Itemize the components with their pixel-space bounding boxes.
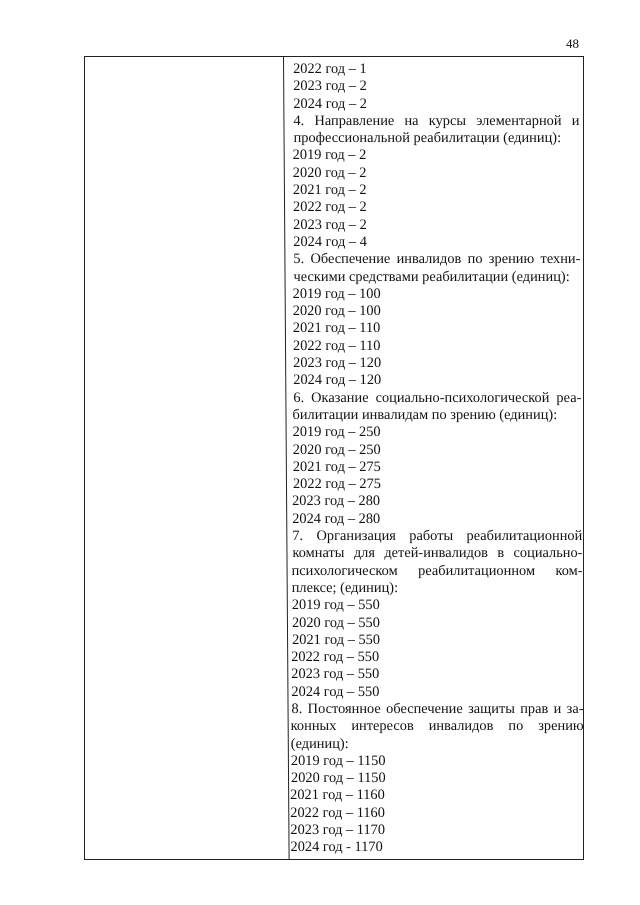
text-line: 2022 год – 1160	[290, 804, 385, 821]
text-line: 2021 год – 275	[292, 458, 381, 475]
text-line: 2023 год – 2	[293, 216, 367, 233]
table-right-cell	[282, 61, 588, 857]
text-line: конных интересов инвалидов по зрению	[290, 718, 584, 735]
text-line: 7. Организация работы реабилитационной	[292, 528, 583, 545]
text-line: 2023 год – 280	[292, 493, 381, 510]
text-line: 2021 год – 2	[292, 182, 367, 199]
text-line: 2019 год – 550	[291, 597, 380, 614]
text-line: 2023 год – 550	[291, 666, 380, 683]
text-line: 2020 год – 2	[292, 164, 367, 181]
text-line: 2022 год – 275	[292, 476, 382, 493]
text-line: 2022 год – 2	[292, 199, 367, 216]
text-line: 2022 год – 550	[291, 649, 380, 666]
text-line: 2022 год – 1	[293, 61, 367, 77]
text-line: 2024 год – 550	[291, 683, 380, 700]
text-line: билитации инвалидам по зрению (единиц):	[292, 406, 558, 423]
text-line: 8. Постоянное обеспечение защиты прав и за-	[291, 700, 584, 717]
text-line: 2024 год – 2	[293, 95, 367, 112]
text-line: 6. Оказание социально-психологической реа-	[293, 389, 582, 406]
text-line: 2021 год – 1160	[290, 787, 385, 804]
text-line: 2024 год – 4	[293, 233, 367, 250]
text-line: 2020 год – 100	[292, 303, 381, 320]
text-line: 4. Направление на курсы элементарной и	[293, 112, 580, 129]
text-line: 2023 год – 1170	[290, 822, 386, 839]
text-line: 2024 год – 120	[293, 372, 382, 389]
text-line: 2024 год – 280	[292, 510, 381, 527]
text-line: 2022 год – 110	[292, 337, 381, 354]
table-left-cell	[85, 57, 281, 859]
text-line: психологическом реабилитационном ком-	[291, 562, 583, 579]
text-line: 5. Обеспечение инвалидов по зрению техни-	[293, 251, 581, 268]
text-line: 2023 год – 120	[293, 355, 382, 372]
text-line: 2019 год – 250	[292, 424, 381, 441]
text-line: 2020 год – 550	[291, 614, 380, 631]
text-line: 2019 год – 2	[292, 147, 367, 164]
page-number: 48	[566, 36, 579, 51]
text-line: 2020 год – 250	[292, 441, 381, 458]
text-line: плексе; (единиц):	[291, 579, 399, 596]
document-table	[84, 56, 584, 860]
text-line: 2020 год – 1150	[290, 770, 386, 787]
text-line: комнаты для детей-инвалидов в социально-	[292, 545, 583, 562]
text-line: ческими средствами реабилитации (единиц):	[293, 268, 570, 285]
text-line: 2021 год – 110	[292, 320, 381, 337]
text-line: 2021 год – 550	[291, 631, 381, 648]
text-line: 2019 год – 1150	[290, 752, 386, 769]
text-line: 2023 год – 2	[293, 78, 367, 95]
text-line: (единиц):	[290, 735, 349, 752]
text-line: 2019 год – 100	[292, 285, 381, 302]
text-line: 2024 год - 1170	[290, 839, 383, 856]
text-line: профессиональной реабилитации (единиц):	[293, 130, 562, 147]
